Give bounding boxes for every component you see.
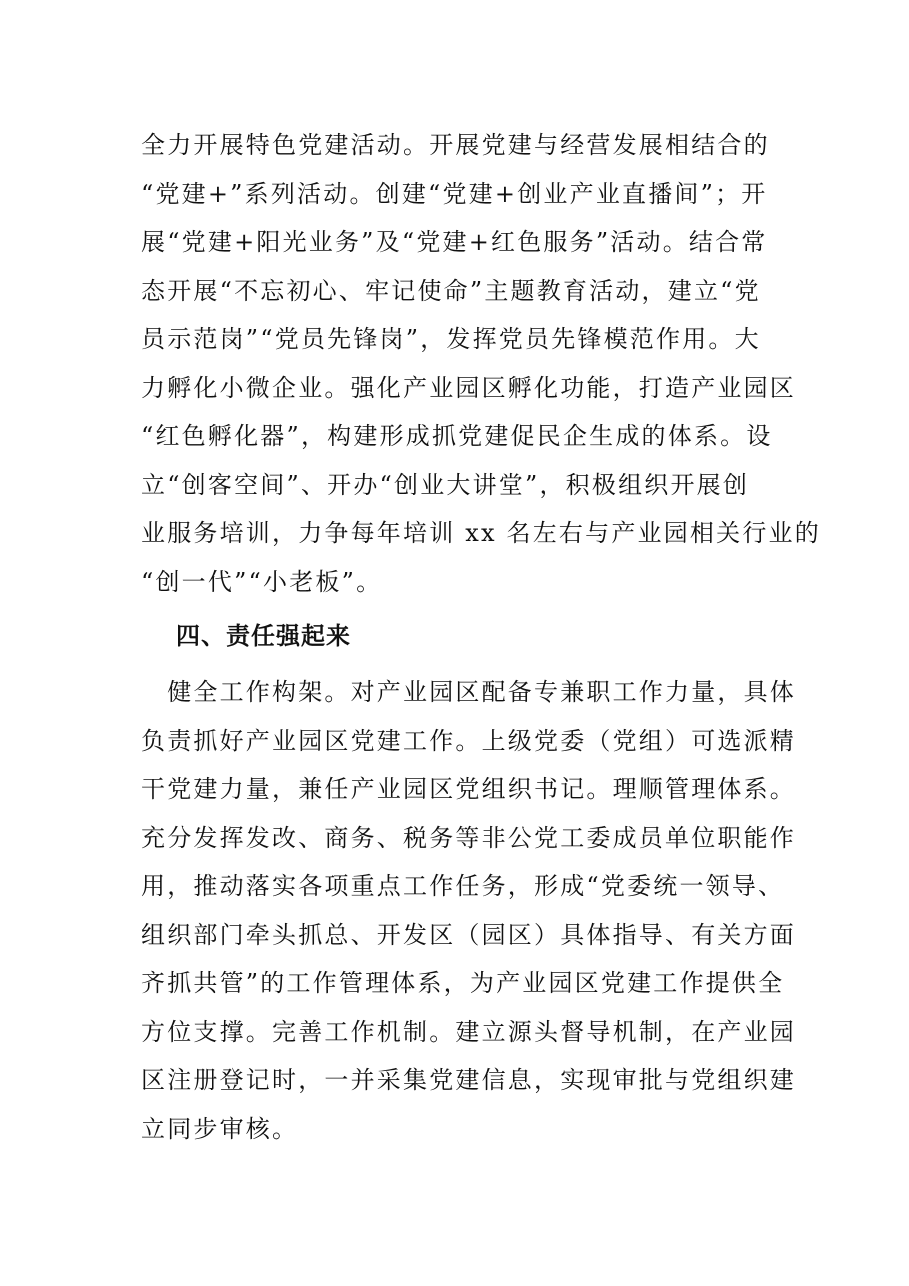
paragraph-line: 业服务培训，力争每年培训 xx 名左右与产业园相关行业的 <box>141 519 821 547</box>
paragraph-line: 展“党建+阳光业务”及“党建+红色服务”活动。结合常 <box>141 228 768 256</box>
paragraph-line: 充分发挥发改、商务、税务等非公党工委成员单位职能作 <box>141 823 796 852</box>
paragraph-line: 员示范岗”“党员先锋岗”，发挥党员先锋模范作用。大 <box>141 325 761 353</box>
paragraph-line: 立同步审核。 <box>141 1114 299 1143</box>
paragraph-line: 健全工作构架。对产业园区配备专兼职工作力量，具体 <box>141 678 796 706</box>
paragraph-line: 力孵化小微企业。强化产业园区孵化功能，打造产业园区 <box>141 373 796 402</box>
paragraph-line: 全力开展特色党建活动。开展党建与经营发展相结合的 <box>141 131 770 159</box>
paragraph-line: “创一代”“小老板”。 <box>141 567 383 596</box>
paragraph-line: 负责抓好产业园区党建工作。上级党委（党组）可选派精 <box>141 726 796 755</box>
paragraph-line: 态开展“不忘初心、牢记使命”主题教育活动，建立“党 <box>141 276 761 305</box>
section-heading: 四、责任强起来 <box>176 622 351 650</box>
paragraph-line: 用，推动落实各项重点工作任务，形成“党委统一领导、 <box>141 872 785 900</box>
paragraph-line: 齐抓共管”的工作管理体系，为产业园区党建工作提供全 <box>141 969 785 997</box>
paragraph-line: 干党建力量，兼任产业园区党组织书记。理顺管理体系。 <box>141 775 796 803</box>
paragraph-line: 方位支撑。完善工作机制。建立源头督导机制，在产业园 <box>141 1017 796 1046</box>
paragraph-party-activities <box>141 121 821 606</box>
paragraph-responsibility <box>141 668 796 1153</box>
paragraph-line: 区注册登记时，一并采集党建信息，实现审批与党组织建 <box>141 1066 796 1094</box>
paragraph-line: 立“创客空间”、开办“创业大讲堂”，积极组织开展创 <box>141 470 750 499</box>
paragraph-line: 组织部门牵头抓总、开发区（园区）具体指导、有关方面 <box>141 920 796 949</box>
paragraph-line: “红色孵化器”，构建形成抓党建促民企生成的体系。设 <box>141 422 773 450</box>
paragraph-line: “党建+”系列活动。创建“党建+创业产业直播间”；开 <box>141 179 768 208</box>
